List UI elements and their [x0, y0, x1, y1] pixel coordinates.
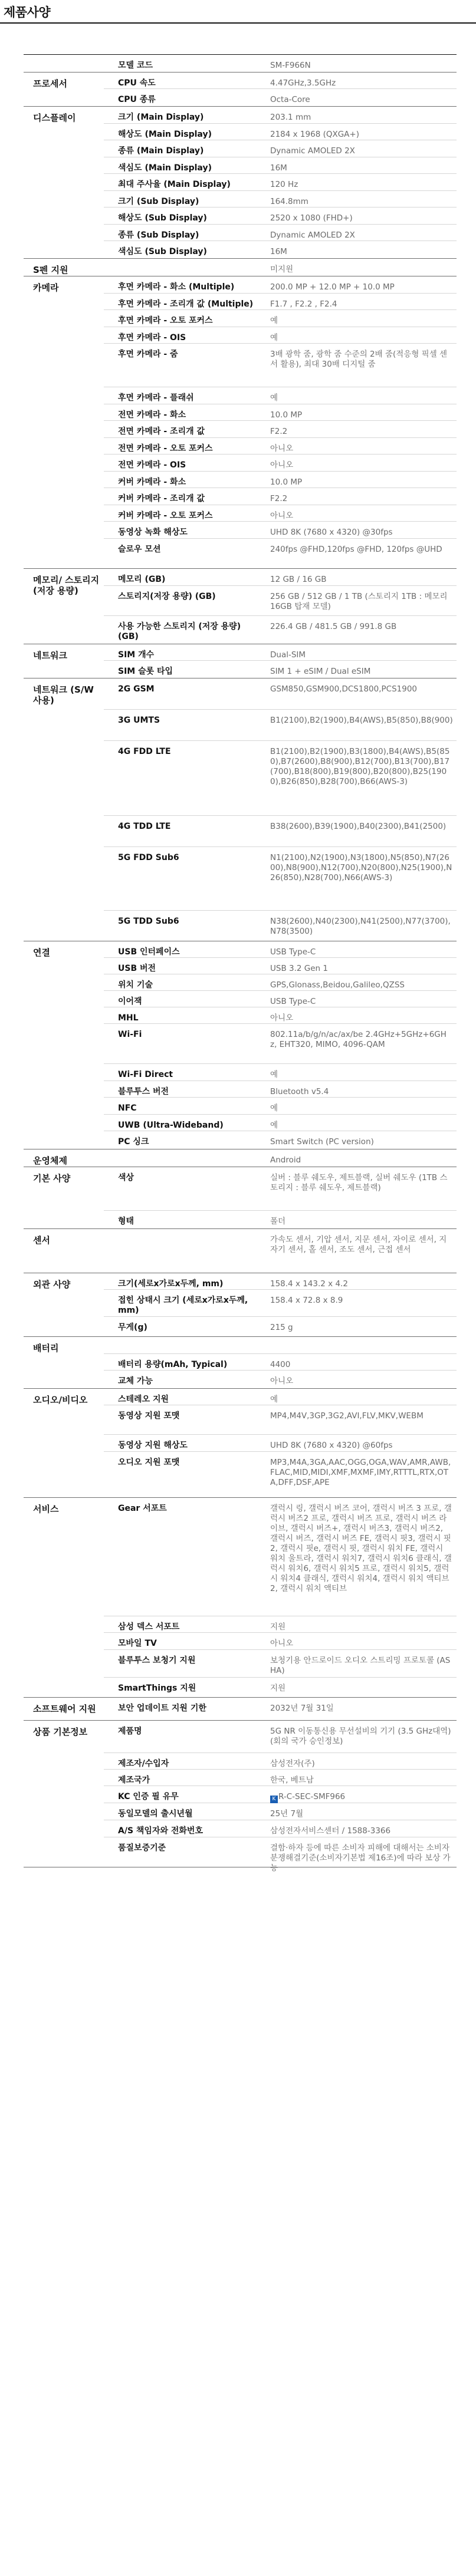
spec-row-value: N38(2600),N40(2300),N41(2500),N77(3700),N78(3500) [270, 917, 451, 936]
spec-row [104, 974, 457, 991]
section-label: 메모리/ 스토리지 (저장 용량) [33, 575, 100, 596]
spec-row-label: 슬로우 모션 [118, 545, 161, 554]
spec-row [104, 847, 457, 911]
spec-section [24, 1498, 457, 1698]
section-rows [104, 259, 457, 276]
spec-row-value: Octa-Core [270, 95, 310, 104]
spec-row-value: 4.47GHz,3.5GHz [270, 78, 336, 88]
spec-row-label: 색상 [118, 1173, 134, 1182]
spec-row [104, 140, 457, 157]
spec-row-label: 종류 (Sub Display) [118, 230, 199, 240]
spec-row-label: 커버 카메라 - 오토 포커스 [118, 511, 213, 521]
spec-row-value: 보청기용 안드로이드 오디오 스트리밍 프로토콜 (ASHA) [270, 1656, 451, 1675]
spec-row [104, 488, 457, 505]
spec-row-value: 203.1 mm [270, 113, 311, 122]
spec-row-label: 종류 (Main Display) [118, 146, 204, 156]
spec-row-value: USB Type-C [270, 997, 316, 1006]
spec-row-label: 후면 카메라 - 화소 (Multiple) [118, 282, 235, 292]
spec-row [104, 327, 457, 344]
spec-row [104, 241, 457, 258]
spec-row-value: Android [270, 1155, 301, 1165]
spec-section [24, 941, 457, 1149]
spec-row-value: 158.4 x 72.8 x 8.9 [270, 1296, 343, 1305]
section-label: 센서 [33, 1235, 50, 1246]
spec-row-value: 아니오 [270, 1013, 294, 1023]
section-label: 기본 사양 [33, 1173, 71, 1184]
spec-row [104, 911, 457, 941]
spec-row-value: 12 GB / 16 GB [270, 575, 327, 584]
spec-row [104, 1650, 457, 1678]
spec-section [24, 1229, 457, 1273]
section-label [24, 55, 104, 72]
spec-row [104, 1770, 457, 1786]
spec-row [104, 1371, 457, 1388]
spec-row-value: USB 3.2 Gen 1 [270, 964, 328, 973]
spec-row [104, 55, 457, 72]
spec-row-value: 240fps @FHD,120fps @FHD, 120fps @UHD [270, 545, 442, 554]
spec-row-value: SM-F966N [270, 61, 311, 70]
spec-row-value: 예 [270, 316, 278, 325]
spec-section [24, 1273, 457, 1337]
spec-row [104, 191, 457, 207]
spec-row-label: 색심도 (Main Display) [118, 163, 212, 173]
spec-row-value: 예 [270, 333, 278, 342]
spec-row-value: 예 [270, 1395, 278, 1404]
spec-section [24, 1698, 457, 1721]
section-label: 네트워크 [33, 650, 67, 661]
spec-row-value: 예 [270, 1070, 278, 1079]
spec-row [104, 710, 457, 741]
spec-section [24, 1337, 457, 1389]
spec-row-value: 아니오 [270, 1639, 294, 1648]
spec-row-value: 226.4 GB / 481.5 GB / 991.8 GB [270, 622, 397, 631]
spec-row-value: 158.4 x 143.2 x 4.2 [270, 1279, 348, 1289]
section-rows [104, 1337, 457, 1388]
title-bar [0, 0, 476, 24]
spec-row-label: 모델 코드 [118, 61, 153, 70]
spec-row [104, 1678, 457, 1697]
kc-mark-icon: K [270, 1796, 278, 1803]
spec-row-label: USB 버전 [118, 964, 156, 973]
spec-row-label: 접힌 상태시 크기 (세로x가로x두께, mm) [118, 1296, 248, 1315]
spec-row-value: 2520 x 1080 (FHD+) [270, 213, 353, 223]
spec-row-value: SIM 1 + eSIM / Dual eSIM [270, 667, 371, 676]
spec-row-label: 제조자/수입자 [118, 1759, 169, 1768]
spec-row [104, 1820, 457, 1837]
spec-row [104, 941, 457, 958]
spec-row-value: 예 [270, 1103, 278, 1113]
spec-row-value: B1(2100),B2(1900),B4(AWS),B5(850),B8(900) [270, 716, 453, 725]
section-label: 카메라 [33, 282, 59, 293]
spec-row-value: 미지원 [270, 265, 294, 274]
spec-section [24, 55, 457, 73]
spec-row [104, 958, 457, 974]
spec-row [104, 1753, 457, 1770]
spec-row-label: 사용 가능한 스토리지 (저장 용량) (GB) [118, 622, 241, 641]
spec-row-label: 후면 카메라 - OIS [118, 333, 186, 342]
spec-row-label: SIM 개수 [118, 650, 155, 660]
section-label: 서비스 [33, 1504, 59, 1514]
spec-row [104, 644, 457, 661]
spec-row-label: Wi-Fi Direct [118, 1070, 173, 1079]
spec-row-label: PC 싱크 [118, 1137, 149, 1147]
section-rows [104, 1229, 457, 1273]
spec-row-value: 10.0 MP [270, 477, 303, 487]
spec-row-value: 한국, 베트남 [270, 1775, 314, 1785]
section-label: 배터리 [33, 1343, 59, 1353]
spec-row [104, 569, 457, 586]
section-rows [104, 1389, 457, 1497]
section-rows [104, 569, 457, 644]
spec-row-value: 아니오 [270, 1376, 294, 1386]
spec-row-label: 동영상 지원 포맷 [118, 1411, 180, 1421]
spec-row-value: Dynamic AMOLED 2X [270, 146, 355, 156]
spec-row-label [104, 1149, 267, 1167]
spec-row-value: 2032년 7월 31일 [270, 1704, 334, 1713]
spec-row-label: 크기(세로x가로x두께, mm) [118, 1279, 224, 1289]
spec-row-value: 215 g [270, 1323, 293, 1332]
spec-section [24, 569, 457, 644]
spec-row-value: Dual-SIM [270, 650, 306, 660]
spec-row-value: Bluetooth v5.4 [270, 1087, 329, 1096]
spec-row-label [104, 1229, 267, 1273]
spec-row [104, 586, 457, 616]
spec-row-value: 802.11a/b/g/n/ac/ax/be 2.4GHz+5GHz+6GHz, EHT320, MIMO, 4096-QAM [270, 1030, 447, 1049]
spec-row-value: 예 [270, 393, 278, 403]
spec-row [104, 616, 457, 644]
section-rows [104, 644, 457, 678]
spec-row-value: 2184 x 1968 (QXGA+) [270, 130, 359, 139]
spec-row [104, 816, 457, 847]
spec-table [0, 54, 476, 2576]
spec-row-label: CPU 속도 [118, 78, 156, 88]
spec-row-label [104, 1337, 267, 1353]
spec-row-label: UWB (Ultra-Wideband) [118, 1121, 224, 1130]
spec-section [24, 1721, 457, 1873]
spec-row-label: KC 인증 필 유무 [118, 1792, 179, 1801]
spec-row [104, 1081, 457, 1098]
spec-row-value: UHD 8K (7680 x 4320) @30fps [270, 528, 393, 537]
section-label: 외관 사양 [33, 1279, 71, 1290]
section-label: 운영체제 [33, 1155, 67, 1166]
spec-row-label: 4G FDD LTE [118, 747, 171, 756]
spec-row-label: 전면 카메라 - OIS [118, 460, 186, 470]
spec-row-value: 실버 : 블루 쉐도우, 제트블랙, 실버 쉐도우 (1TB 스토리지 : 블루 쉐도우, 제트블랙) [270, 1173, 448, 1193]
spec-row-label: 3G UMTS [118, 716, 160, 725]
spec-row [104, 107, 457, 124]
spec-row [104, 1803, 457, 1820]
spec-row [104, 1498, 457, 1616]
spec-row-label: A/S 책임자와 전화번호 [118, 1826, 203, 1836]
spec-row [104, 421, 457, 438]
spec-section [24, 259, 457, 276]
section-rows [104, 276, 457, 568]
section-rows [104, 1498, 457, 1697]
spec-row-value: Smart Switch (PC version) [270, 1137, 374, 1147]
spec-row [104, 294, 457, 310]
spec-row-value: 3배 광학 줌, 광학 줌 수준의 2배 줌(적응형 픽셀 센서 활용), 최대 30배 디지털 줌 [270, 350, 448, 369]
spec-row-label: 스테레오 지원 [118, 1395, 169, 1404]
spec-row [104, 1837, 457, 1873]
spec-row [104, 1435, 457, 1452]
spec-row-label: 전면 카메라 - 오토 포커스 [118, 444, 213, 453]
section-rows [104, 1721, 457, 1873]
spec-row [104, 505, 457, 522]
spec-row-value: F2.2 [270, 494, 288, 503]
spec-row-value: 164.8mm [270, 197, 308, 206]
section-label: 오디오/비디오 [33, 1395, 88, 1405]
spec-row-label: 블루투스 버전 [118, 1087, 169, 1096]
spec-row-value: F1.7 , F2.2 , F2.4 [270, 299, 337, 309]
spec-row [104, 1786, 457, 1803]
section-rows [104, 73, 457, 106]
spec-row-value: GSM850,GSM900,DCS1800,PCS1900 [270, 684, 418, 694]
spec-row-label: 해상도 (Sub Display) [118, 213, 207, 223]
spec-row-label: 형태 [118, 1217, 134, 1226]
spec-row [104, 1064, 457, 1081]
spec-row-label: 모바일 TV [118, 1639, 157, 1648]
spec-row-label: 색심도 (Sub Display) [118, 247, 207, 256]
spec-row-label: 제품명 [118, 1727, 142, 1736]
spec-row-value: 200.0 MP + 12.0 MP + 10.0 MP [270, 282, 395, 292]
spec-row-value: B38(2600),B39(1900),B40(2300),B41(2500) [270, 822, 447, 831]
spec-row [104, 1721, 457, 1753]
spec-row [104, 157, 457, 174]
spec-row [104, 89, 457, 106]
spec-row-label: 삼성 덱스 서포트 [118, 1622, 180, 1632]
spec-row [104, 310, 457, 327]
spec-row [104, 678, 457, 710]
spec-row [104, 1452, 457, 1497]
spec-row [104, 1131, 457, 1149]
spec-row-label: 오디오 지원 포맷 [118, 1458, 180, 1467]
spec-row [104, 1354, 457, 1371]
section-label: 연결 [33, 947, 50, 958]
spec-row [104, 124, 457, 140]
spec-section [24, 107, 457, 259]
spec-row-label: 동영상 녹화 해상도 [118, 528, 188, 537]
spec-row-label: 동영상 지원 해상도 [118, 1441, 188, 1450]
spec-row [104, 1633, 457, 1650]
spec-row-label: 교체 가능 [118, 1376, 153, 1386]
spec-section [24, 1389, 457, 1498]
spec-section [24, 276, 457, 569]
spec-row-value: 삼성전자서비스센터 / 1588-3366 [270, 1826, 391, 1836]
spec-row-value: 16M [270, 247, 287, 256]
spec-row-label: 후면 카메라 - 줌 [118, 350, 178, 359]
spec-row-label: 5G FDD Sub6 [118, 853, 179, 862]
spec-row-label: NFC [118, 1103, 137, 1113]
section-label: 상품 기본정보 [33, 1727, 88, 1737]
spec-row-value: N1(2100),N2(1900),N3(1800),N5(850),N7(2600),N8(900),N12(700),N20(800),N25(1900),N26(850),N28(700),N66(AWS-3) [270, 853, 452, 882]
spec-row-value-text: R-C-SEC-SMF966 [278, 1792, 346, 1801]
spec-row-value: F2.2 [270, 427, 288, 436]
spec-row-label: 후면 카메라 - 플래쉬 [118, 393, 194, 403]
spec-row [104, 1167, 457, 1211]
spec-section [24, 644, 457, 678]
spec-row-label: Wi-Fi [118, 1030, 142, 1039]
spec-row [104, 1389, 457, 1405]
section-rows [104, 1167, 457, 1228]
spec-row [104, 522, 457, 539]
spec-section [24, 73, 457, 107]
spec-row-label: 커버 카메라 - 화소 [118, 477, 186, 487]
section-rows [104, 1273, 457, 1336]
spec-row-label: CPU 종류 [118, 95, 156, 104]
spec-row-value: UHD 8K (7680 x 4320) @60fps [270, 1441, 393, 1450]
section-rows [104, 1698, 457, 1720]
spec-row-value: 10.0 MP [270, 410, 303, 420]
spec-row [104, 539, 457, 568]
spec-row-label: SIM 슬롯 타입 [118, 667, 173, 676]
spec-row [104, 1149, 457, 1167]
spec-row-label: MHL [118, 1013, 139, 1023]
spec-row-value: 삼성전자(주) [270, 1759, 315, 1768]
spec-row-label: 전면 카메라 - 조리개 값 [118, 427, 205, 436]
spec-sections [0, 55, 476, 1873]
spec-row-value [267, 1337, 457, 1353]
spec-row [104, 1211, 457, 1228]
spec-row-value: Dynamic AMOLED 2X [270, 230, 355, 240]
spec-row-label: 크기 (Sub Display) [118, 197, 199, 206]
spec-row-label: 이어잭 [118, 997, 142, 1006]
section-label: 프로세서 [33, 78, 67, 89]
section-rows [104, 1149, 457, 1167]
spec-row-label: 동일모델의 출시년월 [118, 1809, 193, 1819]
spec-row-value: 아니오 [270, 460, 294, 470]
section-rows [104, 678, 457, 941]
spec-row [104, 991, 457, 1007]
spec-row [104, 454, 457, 472]
spec-row [104, 73, 457, 89]
spec-row-label: 최대 주사율 (Main Display) [118, 180, 231, 189]
spec-row [104, 259, 457, 276]
spec-row-value: B1(2100),B2(1900),B3(1800),B4(AWS),B5(850),B7(2600),B8(900),B12(700),B13(700),B17(700),B18(800),B19(800),B20(800),B25(1900),B26(850),B28(700),B66(AWS-3) [270, 747, 450, 786]
spec-row-label: 커버 카메라 - 조리개 값 [118, 494, 205, 503]
spec-row [104, 1024, 457, 1064]
spec-section [24, 1149, 457, 1167]
spec-row-label: 제조국가 [118, 1775, 150, 1785]
spec-row [104, 1007, 457, 1024]
spec-row [104, 1337, 457, 1354]
section-rows [104, 107, 457, 258]
spec-row-value: GPS,Glonass,Beidou,Galileo,QZSS [270, 980, 405, 990]
spec-row-label: 4G TDD LTE [118, 822, 171, 831]
spec-row [104, 661, 457, 678]
spec-row-label: 무게(g) [118, 1323, 147, 1332]
spec-row-label: SmartThings 지원 [118, 1684, 196, 1693]
spec-row [104, 1616, 457, 1633]
section-label: 네트워크 (S/W 사용) [33, 684, 94, 706]
spec-row-value: 갤럭시 링, 갤럭시 버즈 코어, 갤럭시 버즈 3 프로, 갤럭시 버즈2 프로, 갤럭시 버즈 프로, 갤럭시 버즈 라이브, 갤럭시 버즈+, 갤럭시 버즈3, 갤럭시 버즈2, 갤럭시 버즈, 갤럭시 버즈 FE, 갤럭시 핏3, 갤럭시 핏2, 갤럭시 핏e, 갤럭시 핏, 갤럭시 워치 FE, 갤럭시 워치 울트라, 갤럭시 워치7, 갤럭시 워치6 클래식, 갤럭시 워치6, 갤럭시 워치5 프로, 갤럭시 워치5, 갤럭시 워치4 클래식, 갤럭시 워치4, 갤럭시 워치 액티브2, 갤럭시 워치 액티브 [270, 1504, 452, 1593]
spec-row-label: 품질보증기준 [118, 1843, 166, 1853]
spec-section [24, 678, 457, 941]
spec-row-label: 전면 카메라 - 화소 [118, 410, 186, 420]
spec-row [104, 1317, 457, 1336]
section-label: 디스플레이 [33, 113, 76, 123]
spec-section [24, 1167, 457, 1229]
spec-row-label: 5G TDD Sub6 [118, 917, 179, 926]
spec-row-value: 아니오 [270, 511, 294, 521]
spec-row [104, 387, 457, 404]
page-title: 제품사양 [4, 5, 51, 19]
spec-row-label: 후면 카메라 - 오토 포커스 [118, 316, 213, 325]
spec-row-value: 지원 [270, 1684, 286, 1693]
spec-row [104, 276, 457, 294]
section-label: S펜 지원 [33, 265, 68, 275]
spec-row-value: 16M [270, 163, 287, 173]
spec-row-value: 25년 7월 [270, 1809, 304, 1819]
spec-row [104, 174, 457, 191]
spec-row [104, 404, 457, 421]
spec-row-value: 5G NR 이동통신용 무선설비의 기기 (3.5 GHz대역)(회의 국가 승인정보) [270, 1727, 451, 1746]
spec-row-value: USB Type-C [270, 947, 316, 957]
section-label: 소프트웨어 지원 [33, 1704, 96, 1714]
spec-row-label: 후면 카메라 - 조리개 값 (Multiple) [118, 299, 254, 309]
spec-row-label: 2G GSM [118, 684, 155, 694]
spec-row-label: 메모리 (GB) [118, 575, 166, 584]
spec-row-label: 배터리 용량(mAh, Typical) [118, 1360, 228, 1369]
spec-row [104, 344, 457, 387]
spec-row-label: USB 인터페이스 [118, 947, 180, 957]
spec-row-value: MP4,M4V,3GP,3G2,AVI,FLV,MKV,WEBM [270, 1411, 424, 1421]
spec-row-value [267, 1786, 457, 1803]
spec-row-value: 4400 [270, 1360, 291, 1369]
spec-row [104, 1698, 457, 1720]
spec-row-label: Gear 서포트 [118, 1504, 167, 1513]
spec-row [104, 1098, 457, 1115]
spec-row-value: 256 GB / 512 GB / 1 TB (스토리지 1TB : 메모리 16GB 탑재 모델) [270, 592, 448, 611]
section-rows [104, 941, 457, 1149]
spec-row [104, 1405, 457, 1435]
spec-row-value: 지원 [270, 1622, 286, 1632]
spec-row-label: 크기 (Main Display) [118, 113, 204, 122]
spec-row-label: 해상도 (Main Display) [118, 130, 212, 139]
spec-row [104, 1273, 457, 1290]
spec-row-value: 120 Hz [270, 180, 298, 189]
spec-row [104, 438, 457, 454]
spec-row [104, 1115, 457, 1131]
spec-row-label: 스토리지(저장 용량) (GB) [118, 592, 216, 601]
spec-row-value: MP3,M4A,3GA,AAC,OGG,OGA,WAV,AMR,AWB,FLAC,MID,MIDI,XMF,MXMF,IMY,RTTTL,RTX,OTA,DFF,DSF,APE [270, 1458, 451, 1487]
spec-row-label [104, 259, 267, 276]
spec-row-label: 위치 기술 [118, 980, 153, 990]
spec-row [104, 472, 457, 488]
spec-row-value: 예 [270, 1121, 278, 1130]
spec-row [104, 741, 457, 816]
spec-row [104, 225, 457, 241]
spec-row [104, 1229, 457, 1273]
spec-row-value: 가속도 센서, 기압 센서, 지문 센서, 자이로 센서, 지자기 센서, 홀 센서, 조도 센서, 근접 센서 [270, 1235, 447, 1254]
section-rows [104, 55, 457, 72]
spec-row [104, 207, 457, 225]
spec-row-value: 폴더 [270, 1217, 286, 1226]
spec-row-value: 아니오 [270, 444, 294, 453]
spec-row-label: 블루투스 보청기 지원 [118, 1656, 196, 1665]
spec-row-label: 보안 업데이트 지원 기한 [118, 1704, 206, 1713]
spec-row-value: 결함·하자 등에 따른 소비자 피해에 대해서는 소비자분쟁해결기준(소비자기본법 제16조)에 따라 보상 가능 [270, 1843, 451, 1873]
spec-row [104, 1290, 457, 1317]
